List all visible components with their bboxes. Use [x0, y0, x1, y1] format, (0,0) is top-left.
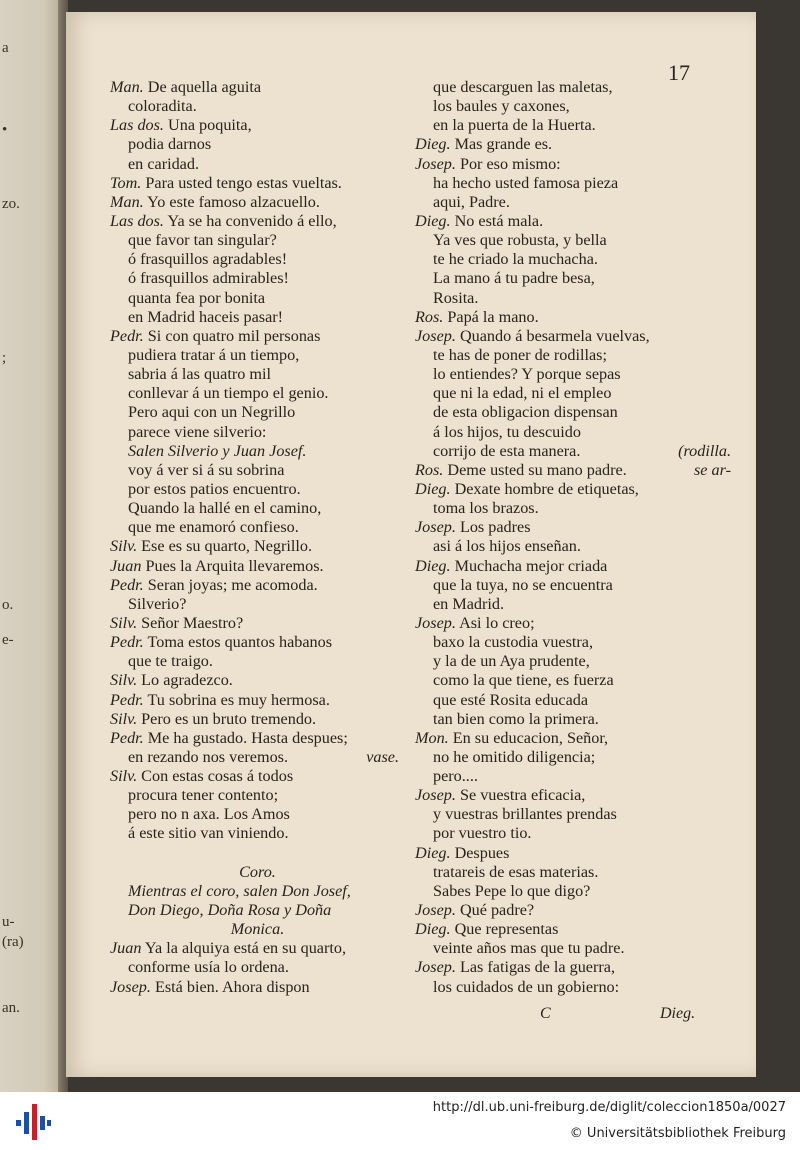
speaker-name: Man. — [110, 192, 144, 211]
verse-text: Las fatigas de la guerra, — [459, 958, 616, 977]
text-line — [415, 710, 715, 729]
text-line — [110, 978, 405, 997]
speaker-name: Dieg. — [415, 135, 451, 154]
speaker-name: Josep. — [415, 786, 456, 805]
text-line — [110, 844, 405, 863]
text-line — [110, 595, 405, 614]
text-line — [110, 403, 405, 422]
stage-direction: Don Diego, Doña Rosa y Doña — [128, 901, 332, 920]
verse-text: pudiera tratar á un tiempo, — [128, 345, 300, 364]
page-number: 17 — [668, 60, 690, 85]
text-line — [110, 882, 405, 901]
text-line — [415, 882, 715, 901]
library-logo-icon — [12, 1102, 52, 1142]
verse-text: tratareis de esas materias. — [433, 862, 599, 881]
text-line — [415, 460, 731, 480]
text-line — [415, 595, 715, 614]
facing-page-fragment: u- — [2, 914, 15, 930]
verse-text: aqui, Padre. — [433, 192, 510, 211]
speaker-name: Dieg. — [415, 920, 451, 939]
speaker-name: Josep. — [415, 901, 456, 920]
verse-text: Deme usted su mano padre. — [447, 460, 627, 479]
verse-text: Mas grande es. — [454, 135, 553, 154]
verse-text: Ya ves que robusta, y bella — [433, 231, 607, 250]
text-line — [415, 844, 715, 863]
speaker-name: Pedr. — [110, 690, 144, 709]
verse-text: Lo agradezco. — [141, 671, 233, 690]
speaker-name: Josep. — [110, 977, 151, 996]
text-line — [110, 614, 405, 633]
verse-text: por estos patios encuentro. — [128, 479, 301, 498]
text-line — [110, 518, 405, 537]
text-line — [415, 920, 715, 939]
verse-text: De aquella aguita — [147, 78, 262, 96]
verse-text: que favor tan singular? — [128, 231, 277, 250]
speaker-name: Dieg. — [415, 843, 451, 862]
text-line — [110, 480, 405, 499]
verse-text: quanta fea por bonita — [128, 288, 266, 307]
text-line — [110, 920, 405, 939]
facing-page-fragment: o. — [2, 597, 14, 613]
text-line — [415, 978, 715, 997]
verse-text: Despues — [454, 843, 510, 862]
speaker-name: Man. — [110, 78, 144, 96]
verse-text: La mano á tu padre besa, — [433, 269, 595, 288]
stage-direction: Monica. — [230, 920, 285, 939]
verse-text: ó frasquillos admirables! — [128, 269, 289, 288]
text-line — [110, 78, 405, 97]
speaker-name: Silv. — [110, 709, 138, 728]
verse-text: que ni la edad, ni el empleo — [433, 384, 612, 403]
facing-page-fragment: (ra) — [2, 934, 24, 950]
text-line — [415, 155, 715, 174]
speaker-name: Josep. — [415, 518, 456, 537]
text-line — [110, 155, 405, 174]
verse-text: Está bien. Ahora dispon — [154, 977, 310, 996]
text-line — [110, 135, 405, 154]
verse-text: podia darnos — [128, 135, 212, 154]
text-line — [415, 135, 715, 154]
verse-text: de esta obligacion dispensan — [433, 403, 618, 422]
verse-text: Muchacha mejor criada — [454, 556, 608, 575]
speaker-name: Juan — [110, 556, 142, 575]
text-line — [415, 901, 715, 920]
verse-text: te he criado la muchacha. — [433, 250, 598, 269]
verse-text: no he omitido diligencia; — [433, 747, 596, 766]
text-line — [415, 537, 715, 556]
verse-text: que esté Rosita educada — [433, 690, 589, 709]
text-line — [415, 480, 715, 499]
text-line — [415, 767, 715, 786]
text-line — [110, 537, 405, 556]
signature-mark: C — [540, 1005, 551, 1022]
verse-text: Pues la Arquita llevaremos. — [145, 556, 324, 575]
verse-text: Qué padre? — [459, 901, 535, 920]
text-line — [110, 193, 405, 212]
verse-text: Me ha gustado. Hasta despues; — [147, 728, 348, 747]
text-line — [415, 576, 715, 595]
verse-text: en Madrid haceis pasar! — [128, 307, 284, 326]
verse-text: por vuestro tio. — [433, 824, 532, 843]
text-line — [415, 518, 715, 537]
text-line — [415, 805, 715, 824]
speaker-name: Juan — [110, 939, 142, 958]
facing-page-fragment: • — [2, 122, 8, 138]
text-line — [110, 231, 405, 250]
text-line — [415, 557, 715, 576]
text-line — [415, 327, 715, 346]
text-line — [415, 365, 715, 384]
speaker-name: Las dos. — [110, 116, 164, 135]
speaker-name: Las dos. — [110, 211, 164, 230]
text-line — [110, 461, 405, 480]
verse-text: Seran joyas; me acomoda. — [147, 575, 318, 594]
text-line — [415, 384, 715, 403]
footer-url[interactable]: http://dl.ub.uni-freiburg.de/diglit/coleccion1850a/0027 — [432, 1100, 786, 1115]
facing-page-fragment: ; — [2, 350, 7, 366]
speaker-name: Tom. — [110, 173, 142, 192]
speaker-name: Josep. — [415, 613, 456, 632]
speaker-name: Mon. — [415, 728, 449, 747]
verse-text: pero no n axa. Los Amos — [128, 805, 290, 824]
stage-direction: Salen Silverio y Juan Josef. — [128, 441, 307, 460]
verse-text: tan bien como la primera. — [433, 709, 599, 728]
verse-text: Sabes Pepe lo que digo? — [433, 881, 591, 900]
text-line — [415, 212, 715, 231]
verse-text: Que representas — [454, 920, 559, 939]
stage-aside: (rodilla. — [678, 441, 731, 460]
right-text-column — [415, 78, 731, 997]
verse-text: Toma estos quantos habanos — [147, 633, 333, 652]
verse-text: á este sitio van viniendo. — [128, 824, 289, 843]
text-line — [415, 652, 715, 671]
facing-page-fragment: e- — [2, 632, 14, 648]
text-line — [415, 97, 715, 116]
text-line — [110, 174, 405, 193]
text-line — [110, 423, 405, 442]
text-line — [110, 939, 405, 958]
verse-text: Por eso mismo: — [459, 154, 561, 173]
text-line — [110, 97, 405, 116]
verse-text: los cuidados de un gobierno: — [433, 977, 620, 996]
text-line — [110, 557, 405, 576]
text-line — [110, 767, 405, 786]
text-line — [110, 710, 405, 729]
text-line — [110, 958, 405, 977]
facing-page-fragment: a — [2, 40, 9, 56]
verse-text: Se vuestra eficacia, — [459, 786, 586, 805]
stage-aside: se ar- — [694, 460, 731, 479]
verse-text: Pero es un bruto tremendo. — [141, 709, 317, 728]
verse-text: en rezando nos veremos. — [128, 747, 289, 766]
speaker-name: Silv. — [110, 613, 138, 632]
text-line — [415, 958, 715, 977]
text-line — [110, 289, 405, 308]
verse-text: conforme usía lo ordena. — [128, 958, 289, 977]
verse-text: en la puerta de la Huerta. — [433, 116, 596, 135]
verse-text: ha hecho usted famosa pieza — [433, 173, 619, 192]
verse-text: Quando la hallé en el camino, — [128, 499, 322, 518]
verse-text: Quando á besarmela vuelvas, — [459, 326, 650, 345]
verse-text: Papá la mano. — [447, 307, 539, 326]
text-line — [110, 384, 405, 403]
speaker-name: Josep. — [415, 958, 456, 977]
verse-text: Si con quatro mil personas — [147, 326, 321, 345]
text-line — [110, 805, 405, 824]
text-line — [415, 748, 715, 767]
catchword: Dieg. — [660, 1005, 696, 1022]
speaker-name: Pedr. — [110, 326, 144, 345]
verse-text: Dexate hombre de etiquetas, — [454, 479, 639, 498]
text-line — [415, 863, 715, 882]
viewer-footer — [0, 1092, 800, 1150]
text-line — [415, 403, 715, 422]
text-line — [415, 289, 715, 308]
speaker-name: Pedr. — [110, 575, 144, 594]
speaker-name: Josep. — [415, 326, 456, 345]
verse-text: voy á ver si á su sobrina — [128, 460, 285, 479]
left-text-column — [110, 78, 405, 997]
text-line — [110, 748, 405, 767]
verse-text: veinte años mas que tu padre. — [433, 939, 625, 958]
speaker-name: Silv. — [110, 537, 138, 556]
verse-text: corrijo de esta manera. — [433, 441, 581, 460]
verse-text: pero.... — [433, 767, 478, 786]
verse-text: Pero aqui con un Negrillo — [128, 403, 296, 422]
verse-text: toma los brazos. — [433, 499, 539, 518]
verse-text: No está mala. — [454, 211, 544, 230]
text-line — [415, 441, 731, 461]
stage-direction: Mientras el coro, salen Don Josef, — [128, 881, 351, 900]
verse-text: Ese es su quarto, Negrillo. — [141, 537, 313, 556]
text-line — [110, 116, 405, 135]
text-line — [415, 250, 715, 269]
verse-text: Señor Maestro? — [141, 613, 244, 632]
footer-copyright: © Universitätsbibliothek Freiburg — [569, 1126, 786, 1141]
text-line — [110, 824, 405, 843]
verse-text: Rosita. — [433, 288, 479, 307]
text-line — [415, 729, 715, 748]
facing-page-fragment: zo. — [2, 196, 20, 212]
text-line — [415, 614, 715, 633]
speaker-name: Ros. — [415, 307, 444, 326]
text-line — [415, 193, 715, 212]
verse-text: Asi lo creo; — [459, 613, 535, 632]
text-line — [415, 174, 715, 193]
verse-text: te has de poner de rodillas; — [433, 345, 607, 364]
text-line — [110, 652, 405, 671]
verse-text: los baules y caxones, — [433, 97, 570, 116]
verse-text: conllevar á un tiempo el genio. — [128, 384, 329, 403]
text-line — [415, 939, 715, 958]
verse-text: Yo este famoso alzacuello. — [147, 192, 320, 211]
text-line — [110, 901, 405, 920]
verse-text: que la tuya, no se encuentra — [433, 575, 613, 594]
text-line — [415, 116, 715, 135]
verse-text: sabria á las quatro mil — [128, 365, 271, 384]
verse-text: en Madrid. — [433, 594, 505, 613]
speaker-name: Dieg. — [415, 556, 451, 575]
verse-text: que me enamoró confieso. — [128, 518, 299, 537]
text-line — [110, 499, 405, 518]
text-line — [110, 269, 405, 288]
speaker-name: Dieg. — [415, 479, 451, 498]
text-line — [415, 231, 715, 250]
text-line — [415, 78, 715, 97]
verse-text: como la que tiene, es fuerza — [433, 671, 614, 690]
section-heading: Coro. — [239, 862, 276, 881]
text-line — [110, 729, 405, 748]
verse-text: que te traigo. — [128, 652, 213, 671]
speaker-name: Ros. — [415, 460, 444, 479]
verse-text: Ya se ha convenido á ello, — [167, 211, 337, 230]
verse-text: Silverio? — [128, 594, 187, 613]
text-line — [110, 346, 405, 365]
text-line — [415, 308, 715, 327]
text-line — [110, 863, 405, 882]
text-line — [415, 346, 715, 365]
text-line — [415, 671, 715, 690]
text-line — [415, 824, 715, 843]
verse-text: Una poquita, — [168, 116, 252, 135]
text-line — [110, 212, 405, 231]
verse-text: En su educacion, Señor, — [452, 728, 609, 747]
verse-text: coloradita. — [128, 97, 197, 116]
verse-text: Para usted tengo estas vueltas. — [145, 173, 342, 192]
text-line — [110, 327, 405, 346]
speaker-name: Silv. — [110, 671, 138, 690]
text-line — [415, 633, 715, 652]
facing-page-edge — [0, 0, 62, 1092]
text-line — [110, 308, 405, 327]
stage-aside: vase. — [366, 747, 399, 766]
verse-text: que descarguen las maletas, — [433, 78, 613, 96]
verse-text: ó frasquillos agradables! — [128, 250, 288, 269]
text-line — [110, 633, 405, 652]
verse-text: asi á los hijos enseñan. — [433, 537, 581, 556]
text-line — [110, 250, 405, 269]
verse-text: y vuestras brillantes prendas — [433, 805, 617, 824]
speaker-name: Pedr. — [110, 633, 144, 652]
text-line — [415, 269, 715, 288]
speaker-name: Silv. — [110, 767, 138, 786]
text-line — [415, 786, 715, 805]
text-line — [110, 365, 405, 384]
verse-text: lo entiendes? Y porque sepas — [433, 365, 621, 384]
verse-text: Con estas cosas á todos — [141, 767, 294, 786]
speaker-name: Pedr. — [110, 728, 144, 747]
text-line — [110, 671, 405, 690]
verse-text: y la de un Aya prudente, — [433, 652, 590, 671]
text-line — [110, 786, 405, 805]
text-line — [415, 691, 715, 710]
speaker-name: Dieg. — [415, 211, 451, 230]
verse-text: Tu sobrina es muy hermosa. — [147, 690, 330, 709]
text-line — [415, 423, 715, 442]
speaker-name: Josep. — [415, 154, 456, 173]
facing-page-fragment: an. — [2, 1000, 20, 1016]
verse-text: á los hijos, tu descuido — [433, 422, 581, 441]
text-line — [110, 691, 405, 710]
text-line — [415, 499, 715, 518]
text-line — [110, 576, 405, 595]
verse-text: Los padres — [459, 518, 531, 537]
verse-text: procura tener contento; — [128, 786, 279, 805]
verse-text: en caridad. — [128, 154, 200, 173]
verse-text: baxo la custodia vuestra, — [433, 633, 594, 652]
verse-text: parece viene silverio: — [128, 422, 267, 441]
verse-text: Ya la alquiya está en su quarto, — [144, 939, 347, 958]
text-line — [110, 442, 405, 461]
